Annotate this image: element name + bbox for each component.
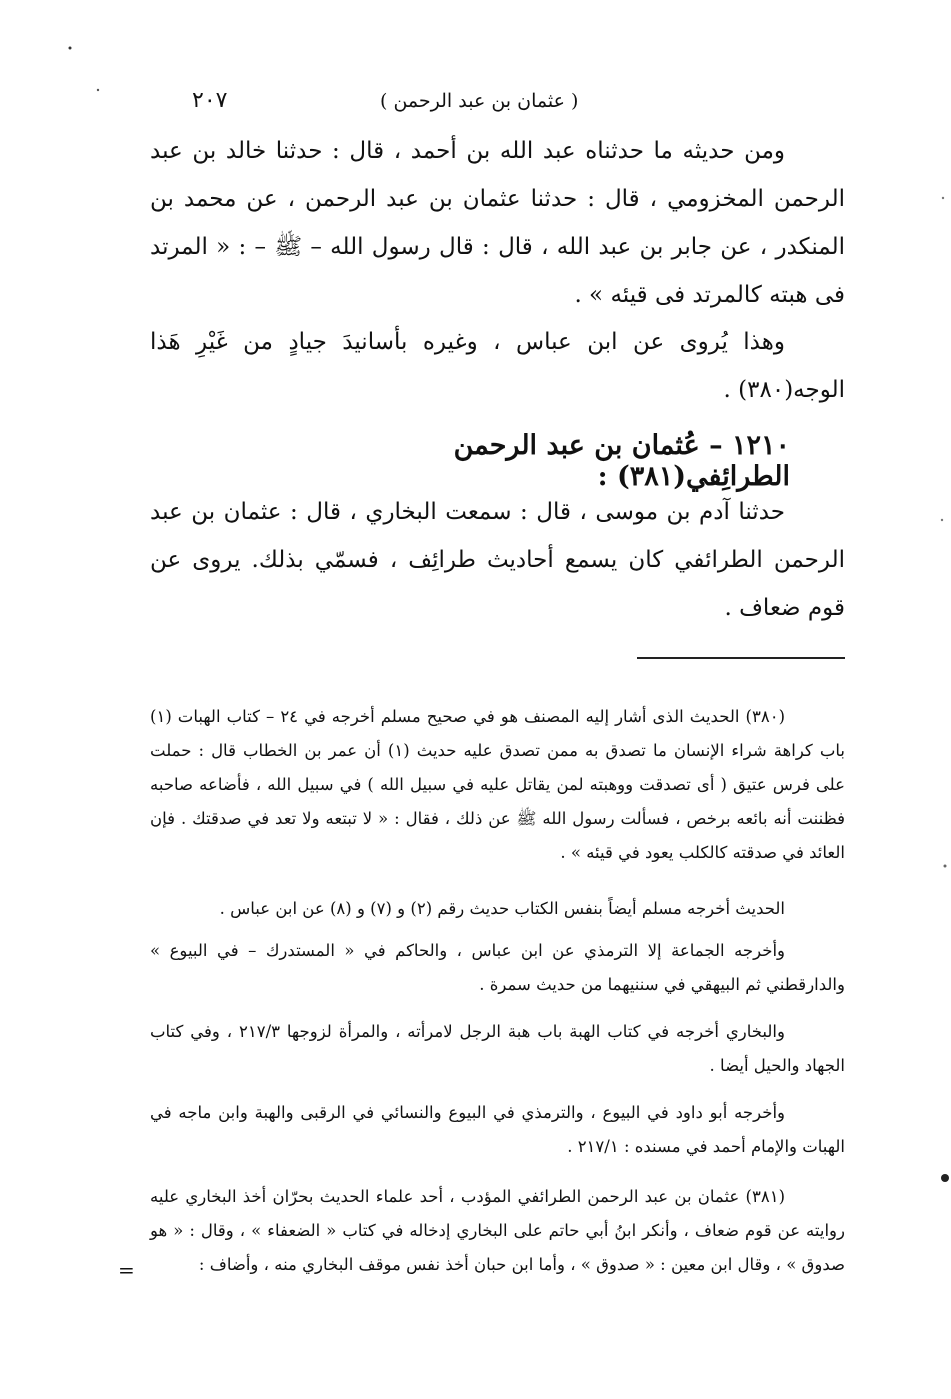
footnote-text: والبخاري أخرجه في كتاب الهبة باب هبة الرجل لامرأته ، والمرأة لزوجها ٢١٧/٣ ، وفي كتاب الجهاد والحيل أيضا . <box>150 1022 845 1075</box>
body-text: ومن حديثه ما حدثناه عبد الله بن أحمد ، قال : حدثنا خالد بن عبد الرحمن المخزومي ، قال : حدثنا عثمان بن عبد الرحمن ، عن محمد بن المنكدر ، عن جابر بن عبد الله ، قال : قال رسول الله – ﷺ – : « المرتد فى هبته كالمرتد فى قيئه » . <box>150 138 845 308</box>
footnote-text: وأخرجه الجماعة إلا الترمذي عن ابن عباس ، والحاكم في « المستدرك – في البيوع » والدارقطني ثم البيهقي في سننيهما من حديث سمرة . <box>150 941 845 994</box>
continuation-mark: = <box>118 1258 135 1282</box>
footnote-text: وأخرجه أبو داود في البيوع ، والترمذي في البيوع والنسائي في الرقبى والهبة وابن ماجه في الهبات والإمام أحمد في مسنده : ٢١٧/١ . <box>150 1103 845 1156</box>
footnote-text: (٣٨١) عثمان بن عبد الرحمن الطرائفي المؤدب ، أحد علماء الحديث بحرّان أخذ البخاري عليه روايته عن قوم ضعاف ، وأنكر ابنُ أبي حاتم على البخاري إدخاله في كتاب « الضعفاء » ، وقال : « هو صدوق » ، وقال ابن معين : « صدوق » ، وأما ابن حبان أخذ نفس موقف البخاري منه ، وأضاف : <box>150 1187 845 1274</box>
scan-speck <box>944 865 947 868</box>
footnote-text: (٣٨٠) الحديث الذى أشار إليه المصنف هو في صحيح مسلم أخرجه في ٢٤ – كتاب الهبات (١) باب كراهة شراء الإنسان ما تصدق به ممن تصدق عليه حديث (١) أن عمر بن الخطاب قال : حملت على فرس عتيق ( أى تصدقت ووهبته لمن يقاتل عليه في سبيل الله ) في سبيل الله ، فأضاعه صاحبه فظننت أنه بائعه برخص ، فسألت رسول الله ﷺ عن ذلك ، فقال : « لا تبتعه ولا تعد في صدقتك . فإن العائد في صدقته كالكلب يعود في قيئه » . <box>150 707 845 862</box>
body-text: حدثنا آدم بن موسى ، قال : سمعت البخاري ، قال : عثمان بن عبد الرحمن الطرائفي كان يسمع أحاديث طرائِف ، فسمّي بذلك. يروى عن قوم ضعاف . <box>150 499 845 621</box>
page-number: ٢٠٧ <box>192 88 228 113</box>
entry-heading: ١٢١٠ – عُثمان بن عبد الرحمن الطرائِفي(٣٨١) : <box>453 430 790 492</box>
body-text: وهذا يُروى عن ابن عباس ، وغيره بأسانيدَ جيادٍ من غَيْرِ هَذا الوجه(٣٨٠) . <box>150 329 845 403</box>
scan-speck <box>941 519 943 521</box>
scan-speck <box>69 47 72 50</box>
scan-speck <box>942 197 944 199</box>
scan-speck <box>97 89 99 91</box>
scan-speck <box>941 1174 949 1182</box>
footnote-text: الحديث أخرجه مسلم أيضاً بنفس الكتاب حديث رقم (٢) و (٧) و (٨) عن ابن عباس . <box>219 899 785 918</box>
running-title: ( عثمان بن عبد الرحمن ) <box>380 90 579 112</box>
